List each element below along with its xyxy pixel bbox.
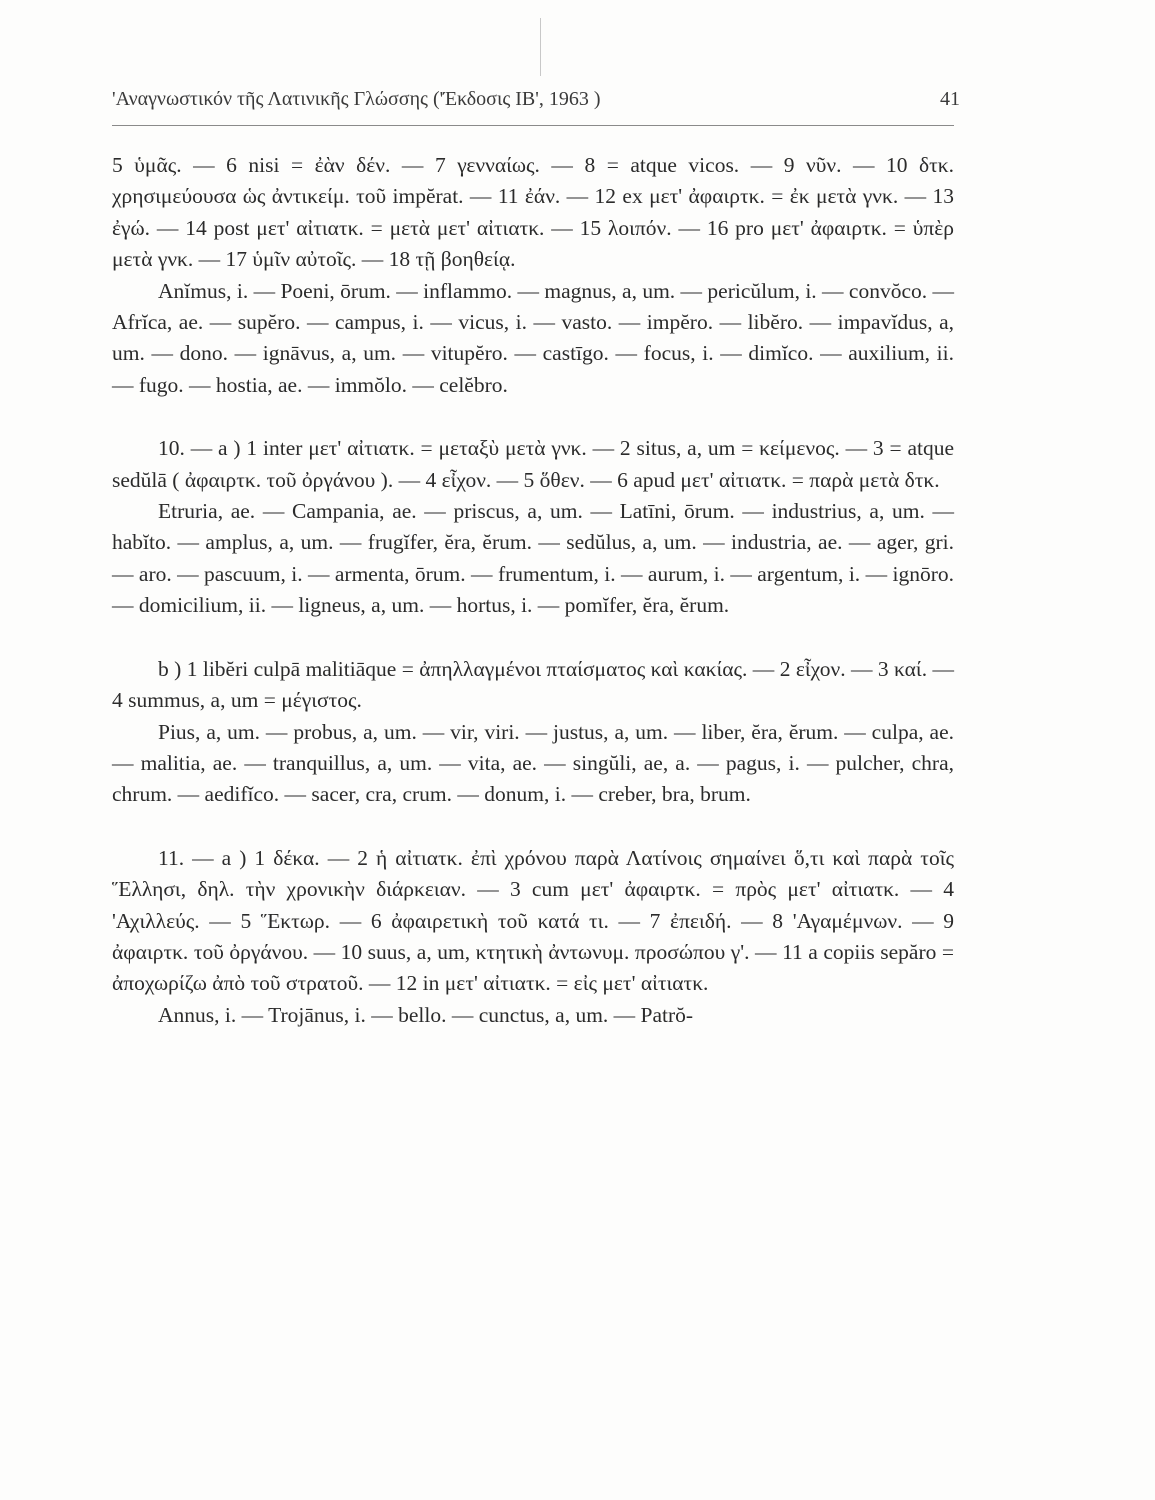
paragraph-vocab-9: Anĭmus, i. — Poeni, ōrum. — inflammo. — magnus, a, um. — pericŭlum, i. — convŏco. — Afrĭca, ae. — supĕro. — campus, i. — vicus, i. — vasto. — impĕro. — libĕro. — impavĭdus, a, um. — dono. — ignāvus, a, um. — vitupĕro. — castīgo. — focus, i. — dimĭco. — auxilium, ii. — fugo. — hostia, ae. — immŏlo. — celĕbro. — [112, 278, 955, 397]
paragraph-notes-11a: 11. — a ) 1 δέκα. — 2 ἡ αἰτιατκ. ἐπὶ χρόνου παρὰ Λατίνοις σημαίνει ὅ,τι καὶ παρὰ τοῖς Ἕλλησι, δηλ. τὴν χρονικὴν διάρκειαν. — 3 cum μετ' ἀφαιρτκ. = πρὸς μετ' αἰτιατκ. — 4 'Αχιλλεύς. — 5 Ἕκτωρ. — 6 ἀφαιρετικὴ τοῦ κατά τι. — 7 ἐπειδή. — 8 'Αγαμέμνων. — 9 ἀφαιρτκ. τοῦ ὀργάνου. — 10 suus, a, um, κτητικὴ ἀντωνυμ. προσώπου γ'. — 11 a copiis sepăro = ἀποχωρίζω ἀπὸ τοῦ στρατοῦ. — 12 in μετ' αἰτιατκ. = εἰς μετ' αἰτιατκ. — [112, 845, 954, 996]
paragraph-notes-10b: b ) 1 libĕri culpā malitiāque = ἀπηλλαγμένοι πταίσματος καὶ κακίας. — 2 εἶχον. — 3 καί. — 4 summus, a, um = μέγιστος. — [112, 656, 954, 713]
paragraph-spacer — [112, 811, 954, 843]
scan-artifact-line — [540, 18, 541, 76]
paragraph-notes-9: 5 ὑμᾶς. — 6 nisi = ἐὰν δέν. — 7 γενναίως. — 8 = atque vicos. — 9 νῦν. — 10 δτκ. χρησιμεύουσα ὡς ἀντικείμ. τοῦ impĕrat. — 11 ἐάν. — 12 ex μετ' ἀφαιρτκ. = ἐκ μετὰ γνκ. — 13 ἐγώ. — 14 post μετ' αἰτιατκ. = μετὰ μετ' αἰτιατκ. — 15 λοιπόν. — 16 pro μετ' ἀφαιρτκ. = ὑπὲρ μετὰ γνκ. — 17 ὑμῖν αὐτοῖς. — 18 τῇ βοηθείᾳ. — [112, 153, 954, 272]
paragraph-spacer — [112, 622, 954, 654]
page-body — [112, 150, 954, 1031]
header-rule — [112, 125, 954, 126]
paragraph-spacer — [112, 401, 954, 433]
paragraph-vocab-10b: Pius, a, um. — probus, a, um. — vir, viri. — justus, a, um. — liber, ĕra, ĕrum. — culpa, ae. — malitia, ae. — tranquillus, a, um. — vita, ae. — singŭli, ae, a. — pagus, i. — pulcher, chra, chrum. — aedifĭco. — sacer, cra, crum. — donum, i. — creber, bra, brum. — [112, 719, 954, 807]
page-number: 41 — [940, 88, 960, 110]
paragraph-vocab-10a: Etruria, ae. — Campania, ae. — priscus, a, um. — Latīni, ōrum. — industrius, a, um. — habĭto. — amplus, a, um. — frugĭfer, ĕra, ĕrum. — sedŭlus, a, um. — industria, ae. — ager, gri. — aro. — pascuum, i. — armenta, ōrum. — frumentum, i. — aurum, i. — argentum, i. — ignōro. — domicilium, ii. — ligneus, a, um. — hortus, i. — pomĭfer, ĕra, ĕrum. — [112, 499, 954, 618]
running-head-title: 'Αναγνωστικόν τῆς Λατινικῆς Γλώσσης ('Έκδοσις ΙΒ', 1963 ) — [112, 88, 601, 110]
paragraph-vocab-11a: Annus, i. — Trojānus, i. — bello. — cunctus, a, um. — Patrŏ- — [158, 1002, 694, 1027]
running-head — [112, 88, 960, 118]
paragraph-notes-10a: 10. — a ) 1 inter μετ' αἰτιατκ. = μεταξὺ μετὰ γνκ. — 2 situs, a, um = κείμενος. — 3 = atque sedŭlā ( ἀφαιρτκ. τοῦ ὀργάνου ). — 4 εἶχον. — 5 ὅθεν. — 6 apud μετ' αἰτιατκ. = παρὰ μετὰ δτκ. — [112, 436, 954, 492]
